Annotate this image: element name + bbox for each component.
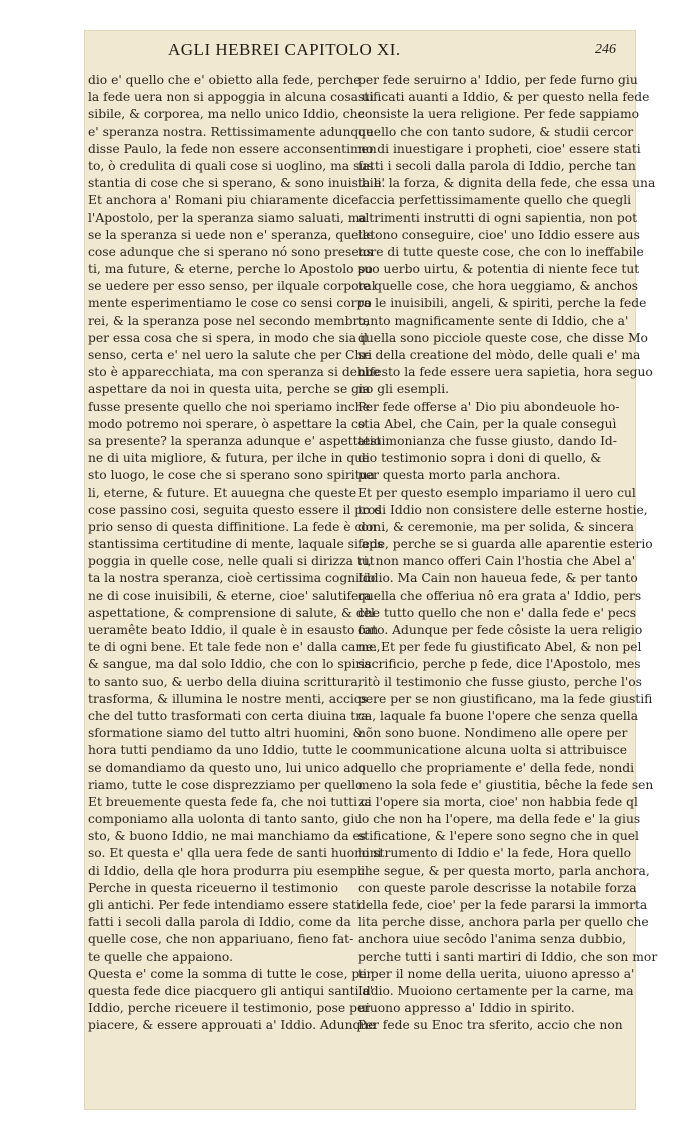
text-line: che del tutto trasformati con certa diuina tra — [88, 708, 369, 723]
text-line: stantissima certitudine di mente, laquale si aps — [88, 537, 384, 552]
text-line: Iddio. Muoiono certamente per la carne, ma — [358, 983, 634, 998]
text-line: nõn sono buone. Nondimeno alle opere per — [358, 726, 628, 741]
page-number: 246 — [595, 42, 616, 57]
text-line: stificatione, & l'epere sono segno che in quel — [358, 829, 639, 844]
text-line: Per fede su Enoc tra sferito, accio che non — [358, 1018, 623, 1033]
text-line: quella sono picciole queste cose, che disse Mo — [358, 330, 648, 345]
text-line: anchora uiue secôdo l'anima senza dubbio, — [358, 932, 627, 947]
text-line: pere per se non giustificano, ma la fede giustifi — [358, 691, 653, 706]
text-line: aspettatione, & comprensione di salute, & del — [88, 605, 375, 620]
text-line: ueramête beato Iddio, il quale è in esausto fon — [88, 623, 379, 637]
text-line: l'Apostolo, per la speranza siamo saluati, ma — [88, 210, 367, 225]
text-line: ri, non manco offeri Cain l'hostia che Abel a' — [358, 554, 636, 569]
text-columns — [88, 72, 658, 1082]
text-line: fusse presente quello che noi speriamo inche — [88, 399, 370, 414]
text-line: gli antichi. Per fede intendiamo essere stati — [88, 898, 360, 912]
text-line: no gli esempli. — [358, 382, 450, 397]
text-line: tore di tutte queste cose, che con lo ineffabile — [358, 244, 644, 259]
text-line: di Iddio, della qle hora produrra piu esempli. — [88, 863, 369, 878]
text-line: fede, perche se si guarda alle aparentie esterio — [358, 537, 653, 552]
right-column — [358, 72, 658, 1035]
text-line: che tutto quello che non e' dalla fede e' pecs — [358, 605, 637, 620]
text-line: modo potremo noi sperare, ò aspettare la co — [88, 416, 366, 431]
text-line: della fede, cioe' per la fede pararsi la immorta — [358, 898, 648, 912]
text-line: te quelle cose, che hora ueggiamo, & anchos — [358, 279, 639, 294]
text-line: sto, & buono Iddio, ne mai manchiamo da es — [88, 829, 367, 844]
text-line: lita perche disse, anchora parla per quello che — [358, 915, 649, 930]
text-line: per fede seruirno a' Iddio, per fede furno giu — [358, 73, 638, 87]
text-line: sibile, & corporea, ma nello unico Iddio, che — [88, 107, 365, 122]
text-line: quello che con tanto sudore, & studii cercor — [358, 124, 634, 139]
text-line: per essa cosa che si spera, in modo che sia il — [88, 330, 368, 345]
text-line: prio senso di questa diffinitione. La fede è con — [88, 519, 377, 534]
text-line: aspettare da noi in questa uita, perche se gia — [88, 382, 371, 397]
text-line: questa fede dice piacquero gli antiqui santi a' — [88, 983, 374, 998]
text-line: Et per questo esemplo impariamo il uero cul — [358, 485, 636, 500]
text-line: quello che propriamente e' della fede, nondi — [358, 760, 635, 775]
text-line: za l'opere sia morta, cioe' non habbia fede ql — [358, 794, 638, 809]
text-line: poggia in quelle cose, nelle quali si dirizza tut — [88, 554, 375, 569]
text-line: sformatione siamo del tutto altri huomini, & — [88, 726, 364, 741]
text-line: se della creatione del mòdo, delle quali e' ma — [358, 348, 641, 362]
text-line: che segue, & per questa morto, parla anchora, — [358, 863, 650, 878]
text-line: ti, ma future, & eterne, perche lo Apostolo po — [88, 262, 373, 277]
text-line: ra le inuisibili, angeli, & spiriti, perche la fede — [358, 296, 647, 311]
text-line: se domandiamo da questo uno, lui unico ado — [88, 760, 366, 775]
text-line: sto è apparecchiata, ma con speranza si debbe — [88, 365, 381, 380]
text-line: testimonianza che fusse giusto, dando Id- — [358, 433, 617, 448]
text-line: ta la nostra speranza, cioè certissima cognitio — [88, 571, 376, 586]
text-line: ne di cose inuisibili, & eterne, cioe' salutifera — [88, 588, 372, 603]
text-line: con queste parole descrisse la notabile forza — [358, 880, 637, 895]
text-line: quella che offeriua nô era grata a' Iddio, pers — [358, 588, 642, 603]
text-line: stia Abel, che Cain, per la quale conseguì — [358, 416, 617, 431]
book-page — [84, 30, 658, 1110]
text-line: te di ogni bene. Et tale fede non e' dalla carne, — [88, 640, 381, 655]
text-line: disse Paulo, la fede non essere acconsentimen — [88, 141, 377, 156]
text-line: Perche in questa riceuerno il testimonio — [88, 880, 338, 895]
text-line: Questa e' come la somma di tutte le cose, per — [88, 966, 373, 981]
text-line: doni, & ceremonie, ma per solida, & sincera — [358, 519, 634, 534]
text-line: hora tutti pendiamo da uno Iddio, tutte le co — [88, 743, 366, 758]
text-line: la fede uera non si appoggia in alcuna cosa ui — [88, 90, 374, 105]
text-line: ti per il nome della uerita, uiuono apresso a' — [358, 966, 635, 981]
text-line: & sangue, ma dal solo Iddio, che con lo spiris — [88, 657, 372, 672]
text-line: to di Iddio non consistere delle esterne hostie, — [358, 502, 648, 517]
text-line: consiste la uera religione. Per fede sappiamo — [358, 107, 640, 122]
text-line: perche tutti i santi martiri di Iddio, che son mor — [358, 949, 658, 964]
text-line: Per fede offerse a' Dio piu abondeuole ho- — [358, 399, 620, 414]
text-line: altrimenti instrutti di ogni sapientia, non pot — [358, 210, 638, 225]
text-line: stificati auanti a Iddio, & per questo nella fede — [358, 90, 650, 105]
text-line: faccia perfettissimamente quello che quegli — [358, 193, 632, 208]
text-line: cato. Adunque per fede côsiste la uera religio — [358, 623, 643, 637]
text-line: ta e' la forza, & dignita della fede, che essa una — [358, 176, 656, 191]
text-line: to, ò credulita di quali cose si uoglino, ma sus — [88, 158, 374, 173]
text-line: to santo suo, & uerbo della diuina scrittura, — [88, 674, 362, 689]
text-line: dio e' quello che e' obietto alla fede, perche — [88, 73, 361, 87]
text-line: se la speranza si uede non e' speranza, quelle — [88, 227, 374, 242]
text-line: Iddio, perche riceuere il testimonio, pose per — [88, 1001, 371, 1016]
text-line: ne. Et per fede fu giustificato Abel, & non pel — [358, 640, 642, 655]
text-line: tanto magnificamente sente di Iddio, che a' — [358, 313, 629, 328]
text-line: dio testimonio sopra i doni di quello, & — [358, 451, 602, 466]
text-line: e' speranza nostra. Rettissimamente adunque — [88, 124, 374, 139]
text-line: uiuono appresso a' Iddio in spirito. — [358, 1001, 575, 1016]
text-line: se uedere per esso senso, per ilquale corporal — [88, 279, 376, 294]
text-line: Iddio. Ma Cain non haueua fede, & per tanto — [358, 571, 638, 586]
text-line: fatti i secoli dalla parola di Iddio, perche tan — [358, 158, 636, 173]
text-line: Et anchora a' Romani piu chiaramente dice — [88, 193, 359, 208]
text-line: communicatione alcuna uolta si attribuisce — [358, 743, 628, 758]
text-line: per questa morto parla anchora. — [358, 468, 561, 483]
text-line: suo uerbo uirtu, & potentia di niente fece tut — [358, 262, 640, 277]
text-line: li, eterne, & future. Et auuegna che queste — [88, 485, 357, 500]
text-line: componiamo alla uolonta di tanto santo, giu — [88, 812, 363, 827]
text-line: trasforma, & illumina le nostre menti, accios — [88, 691, 368, 706]
text-line: piacere, & essere approuati a' Iddio. Adunque — [88, 1018, 376, 1033]
text-line: so. Et questa e' qlla uera fede de santi huomini — [88, 846, 382, 861]
text-line: rei, & la speranza pose nel secondo membro, — [88, 313, 370, 328]
left-column — [88, 72, 386, 1035]
text-line: senso, certa e' nel uero la salute che per Chri — [88, 348, 373, 362]
text-line: no di inuestigare i propheti, cioe' essere stati — [358, 141, 641, 156]
text-line: te quelle che appaiono. — [88, 949, 233, 964]
text-line: quelle cose, che non appariuano, fieno fat- — [88, 932, 354, 947]
text-line: ca, laquale fa buone l'opere che senza quella — [358, 708, 639, 723]
text-line: cose adunque che si sperano nó sono presens — [88, 244, 373, 259]
text-line: Et breuemente questa fede fa, che noi tutti ci — [88, 794, 372, 809]
text-line: sto luogo, le cose che si sperano sono spiritua — [88, 468, 375, 483]
text-line: cose passino cosi, seguita questo essere il pros — [88, 502, 382, 517]
text-line: lo strumento di Iddio e' la fede, Hora quello — [358, 846, 632, 861]
text-line: ritò il testimonio che fusse giusto, perche l'os — [358, 674, 642, 689]
text-line: lo che non ha l'opere, ma della fede e' la gius — [358, 812, 641, 827]
text-line: riamo, tutte le cose disprezziamo per quello. — [88, 777, 367, 792]
text-line: ne di uita migliore, & futura, per ilche in que — [88, 451, 370, 466]
text-line: meno la sola fede e' giustitia, bêche la fede sen — [358, 777, 654, 792]
running-title: AGLI HEBREI CAPITOLO XI. — [168, 40, 401, 59]
text-line: sacrificio, perche p fede, dice l'Apostolo, mes — [358, 657, 641, 672]
text-line: stantia di cose che si sperano, & sono inuisibili. — [88, 176, 386, 191]
text-line: tetono conseguire, cioe' uno Iddio essere aus — [358, 227, 640, 242]
page-header — [84, 40, 636, 66]
text-line: mente esperimentiamo le cose co sensi corpo — [88, 296, 372, 311]
text-line: nifesto la fede essere uera sapietia, hora seguo — [358, 365, 653, 380]
text-line: sa presente? la speranza adunque e' aspettatio — [88, 433, 382, 448]
text-line: fatti i secoli dalla parola di Iddio, come da — [88, 915, 351, 930]
